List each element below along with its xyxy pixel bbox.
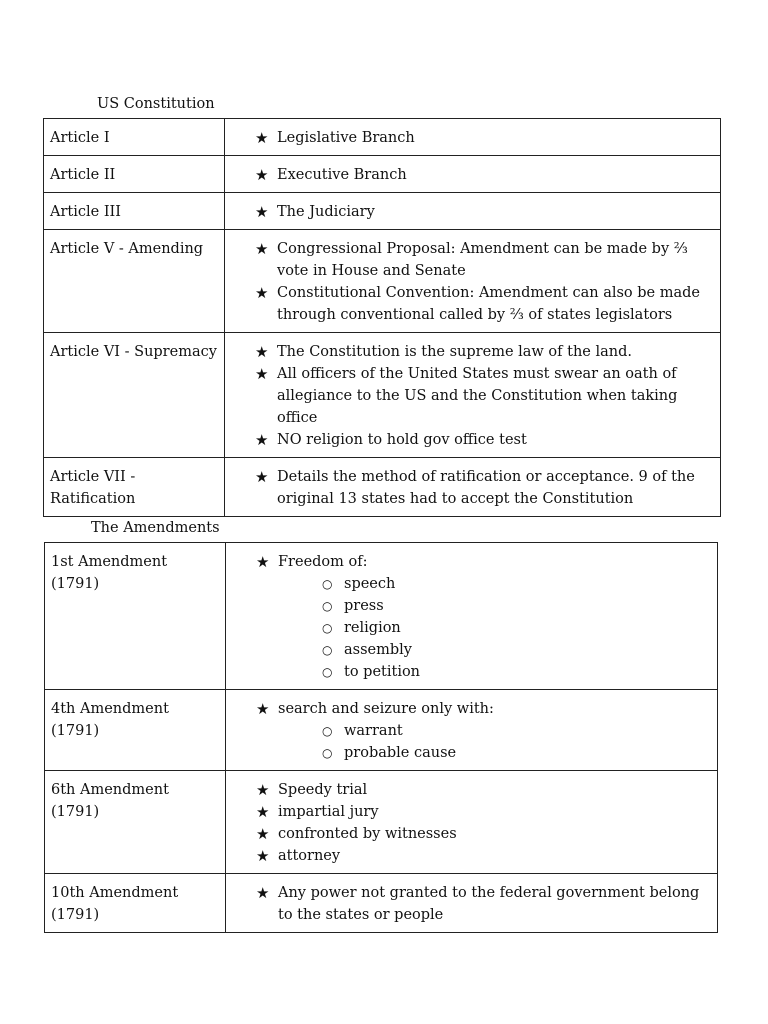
bullet-text: Details the method of ratification or acceptance. 9 of the original 13 states had to accept the Constitution <box>277 469 695 507</box>
bullet-text: The Judiciary <box>277 204 375 220</box>
sub-bullet-item <box>322 595 711 617</box>
sub-bullet-item <box>322 639 711 661</box>
star-icon: ★ <box>256 847 270 865</box>
bullet-text: attorney <box>278 848 341 864</box>
star-icon: ★ <box>255 365 269 383</box>
amendment-row <box>45 874 718 933</box>
hollow-circle-icon: ○ <box>322 621 333 635</box>
row-content <box>225 156 721 193</box>
row-content <box>225 333 721 458</box>
article-row <box>44 458 721 517</box>
bullet-text: confronted by witnesses <box>278 826 457 842</box>
bullet-text: NO religion to hold gov office test <box>277 432 527 448</box>
bullet-list <box>255 466 714 510</box>
row-label: 4th Amendment (1791) <box>45 690 226 771</box>
bullet-item <box>256 698 711 764</box>
row-label: Article VII - Ratification <box>44 458 225 517</box>
bullet-text: Congressional Proposal: Amendment can be made by ⅔ vote in House and Senate <box>277 241 688 279</box>
amendment-row <box>45 543 718 690</box>
hollow-circle-icon: ○ <box>322 724 333 738</box>
hollow-circle-icon: ○ <box>322 599 333 613</box>
sub-bullet-item <box>322 661 711 683</box>
hollow-circle-icon: ○ <box>322 643 333 657</box>
row-label: Article V - Amending <box>44 230 225 333</box>
bullet-item <box>256 551 711 683</box>
sub-bullet-text: religion <box>344 620 401 636</box>
bullet-list <box>256 698 711 764</box>
bullet-text: Constitutional Convention: Amendment can also be made through conventional called by ⅔ of states legislators <box>277 285 700 323</box>
bullet-text: Speedy trial <box>278 782 368 798</box>
bullet-item <box>256 801 711 823</box>
star-icon: ★ <box>255 343 269 361</box>
star-icon: ★ <box>255 284 269 302</box>
sub-bullet-list <box>278 573 711 683</box>
constitution-title: US Constitution <box>97 96 215 112</box>
star-icon: ★ <box>256 803 270 821</box>
sub-bullet-text: warrant <box>344 723 403 739</box>
star-icon: ★ <box>256 700 270 718</box>
star-icon: ★ <box>256 884 270 902</box>
row-content <box>226 543 718 690</box>
row-label: Article II <box>44 156 225 193</box>
bullet-item <box>255 341 714 363</box>
bullet-list <box>255 238 714 326</box>
bullet-list <box>255 127 714 149</box>
bullet-text: All officers of the United States must swear an oath of allegiance to the US and the Constitution when taking office <box>277 366 678 426</box>
sub-bullet-text: assembly <box>344 642 412 658</box>
bullet-text: Freedom of: <box>278 554 368 570</box>
row-content <box>225 458 721 517</box>
row-content <box>225 193 721 230</box>
row-label: 6th Amendment (1791) <box>45 771 226 874</box>
star-icon: ★ <box>255 468 269 486</box>
sub-bullet-text: press <box>344 598 384 614</box>
row-content <box>225 230 721 333</box>
row-label: Article VI - Supremacy <box>44 333 225 458</box>
amendments-table <box>44 542 718 933</box>
bullet-item <box>255 282 714 326</box>
bullet-list <box>256 882 711 926</box>
bullet-list <box>256 551 711 683</box>
row-content <box>226 771 718 874</box>
bullet-text: The Constitution is the supreme law of the land. <box>277 344 633 360</box>
bullet-item <box>255 201 714 223</box>
bullet-list <box>255 341 714 451</box>
sub-bullet-text: to petition <box>344 664 421 680</box>
bullet-item <box>255 429 714 451</box>
bullet-text: search and seizure only with: <box>278 701 494 717</box>
amendments-title: The Amendments <box>91 520 220 536</box>
bullet-item <box>255 466 714 510</box>
hollow-circle-icon: ○ <box>322 746 333 760</box>
bullet-item <box>256 823 711 845</box>
bullet-item <box>255 164 714 186</box>
bullet-text: Executive Branch <box>277 167 407 183</box>
bullet-item <box>256 779 711 801</box>
constitution-table <box>43 118 721 517</box>
star-icon: ★ <box>256 553 270 571</box>
bullet-item <box>255 238 714 282</box>
sub-bullet-item <box>322 573 711 595</box>
star-icon: ★ <box>255 203 269 221</box>
article-row <box>44 119 721 156</box>
sub-bullet-item <box>322 742 711 764</box>
star-icon: ★ <box>255 240 269 258</box>
bullet-item <box>255 363 714 429</box>
bullet-item <box>256 882 711 926</box>
star-icon: ★ <box>255 431 269 449</box>
star-icon: ★ <box>255 166 269 184</box>
amendment-row <box>45 771 718 874</box>
row-label: Article III <box>44 193 225 230</box>
hollow-circle-icon: ○ <box>322 665 333 679</box>
bullet-text: impartial jury <box>278 804 379 820</box>
hollow-circle-icon: ○ <box>322 577 333 591</box>
bullet-text: Legislative Branch <box>277 130 415 146</box>
bullet-item <box>256 845 711 867</box>
bullet-list <box>255 201 714 223</box>
sub-bullet-item <box>322 720 711 742</box>
bullet-text: Any power not granted to the federal government belong to the states or people <box>278 885 700 923</box>
article-row <box>44 230 721 333</box>
row-label: Article I <box>44 119 225 156</box>
bullet-list <box>256 779 711 867</box>
amendment-row <box>45 690 718 771</box>
article-row <box>44 333 721 458</box>
row-label: 1st Amendment (1791) <box>45 543 226 690</box>
row-content <box>225 119 721 156</box>
article-row <box>44 156 721 193</box>
star-icon: ★ <box>256 825 270 843</box>
row-content <box>226 690 718 771</box>
row-label: 10th Amendment (1791) <box>45 874 226 933</box>
sub-bullet-text: probable cause <box>344 745 457 761</box>
bullet-list <box>255 164 714 186</box>
sub-bullet-item <box>322 617 711 639</box>
article-row <box>44 193 721 230</box>
sub-bullet-list <box>278 720 711 764</box>
bullet-item <box>255 127 714 149</box>
row-content <box>226 874 718 933</box>
sub-bullet-text: speech <box>344 576 396 592</box>
star-icon: ★ <box>256 781 270 799</box>
star-icon: ★ <box>255 129 269 147</box>
